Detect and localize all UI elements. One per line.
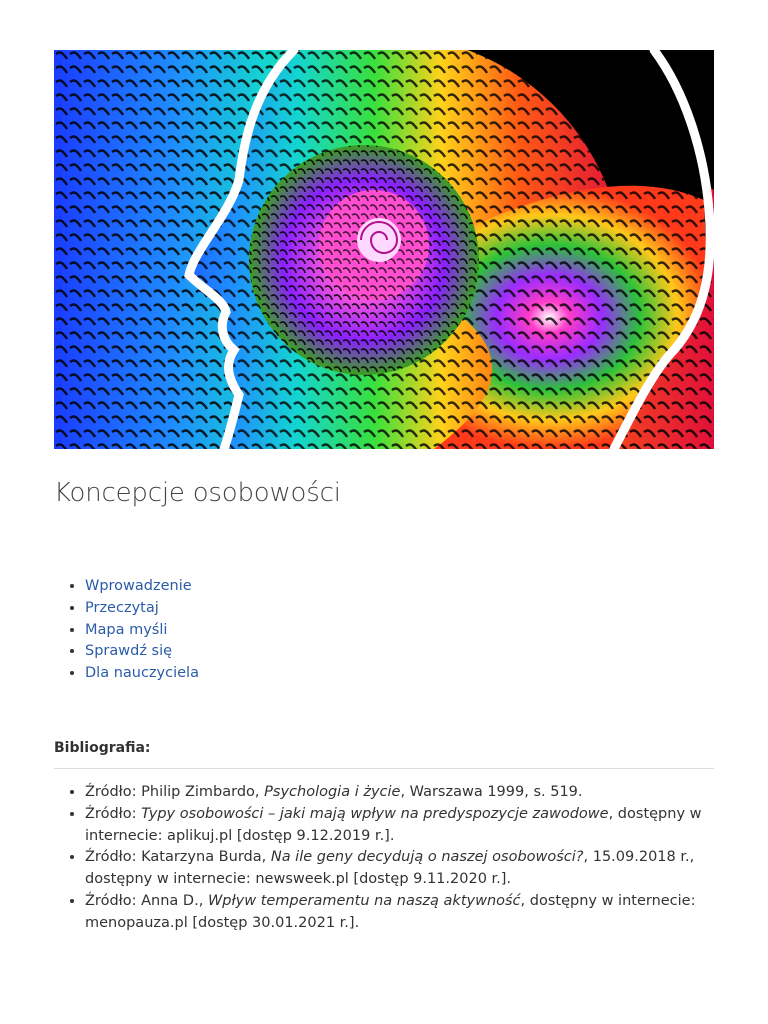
entry-prefix: Źródło: Philip Zimbardo,	[85, 784, 265, 800]
entry-prefix: Źródło:	[85, 805, 142, 822]
nav-item-przeczytaj	[85, 598, 199, 620]
entry-title: Na ile geny decydują o naszej osobowości?	[270, 849, 584, 866]
nav-link-sprawdz-sie[interactable]: Sprawdź się	[85, 643, 173, 660]
nav-item-mapa-mysli	[85, 620, 199, 642]
nav-link-mapa-mysli[interactable]: Mapa myśli	[85, 621, 168, 638]
entry-suffix: , dostępny w internecie: aplikuj.pl [dostęp 9.12.2019 r.].	[85, 805, 702, 844]
hero-image	[54, 50, 714, 449]
page-title: Koncepcje osobowości	[54, 478, 341, 508]
entry-prefix: Źródło: Katarzyna Burda,	[85, 849, 271, 866]
entry-suffix: , dostępny w internecie: menopauza.pl [dostęp 30.01.2021 r.].	[85, 892, 696, 931]
nav-item-wprowadzenie	[85, 576, 199, 598]
bibliography-divider	[54, 768, 714, 769]
nav-link-przeczytaj[interactable]: Przeczytaj	[85, 599, 159, 616]
bibliography-entry	[85, 804, 725, 848]
bibliography-entry	[85, 847, 725, 891]
entry-suffix: , 15.09.2018 r., dostępny w internecie: newsweek.pl [dostęp 9.11.2020 r.].	[85, 849, 695, 888]
nav-item-dla-nauczyciela	[85, 663, 199, 685]
bibliography-list	[54, 782, 725, 935]
nav-item-sprawdz-sie	[85, 641, 199, 663]
nav-link-wprowadzenie[interactable]: Wprowadzenie	[85, 578, 192, 594]
entry-title: Psychologia i życie	[264, 784, 401, 800]
entry-prefix: Źródło: Anna D.,	[85, 892, 208, 909]
entry-title: Typy osobowości – jaki mają wpływ na predyspozycje zawodowe	[141, 805, 609, 822]
section-navigation	[54, 576, 199, 685]
entry-title: Wpływ temperamentu na naszą aktywność	[207, 892, 521, 909]
bibliography-entry	[85, 782, 725, 804]
entry-suffix: , Warszawa 1999, s. 519.	[400, 784, 583, 800]
spiral-head-illustration	[54, 50, 714, 449]
bibliography-entry	[85, 891, 725, 935]
bibliography-heading: Bibliografia:	[54, 740, 151, 756]
nav-link-dla-nauczyciela[interactable]: Dla nauczyciela	[85, 665, 199, 682]
